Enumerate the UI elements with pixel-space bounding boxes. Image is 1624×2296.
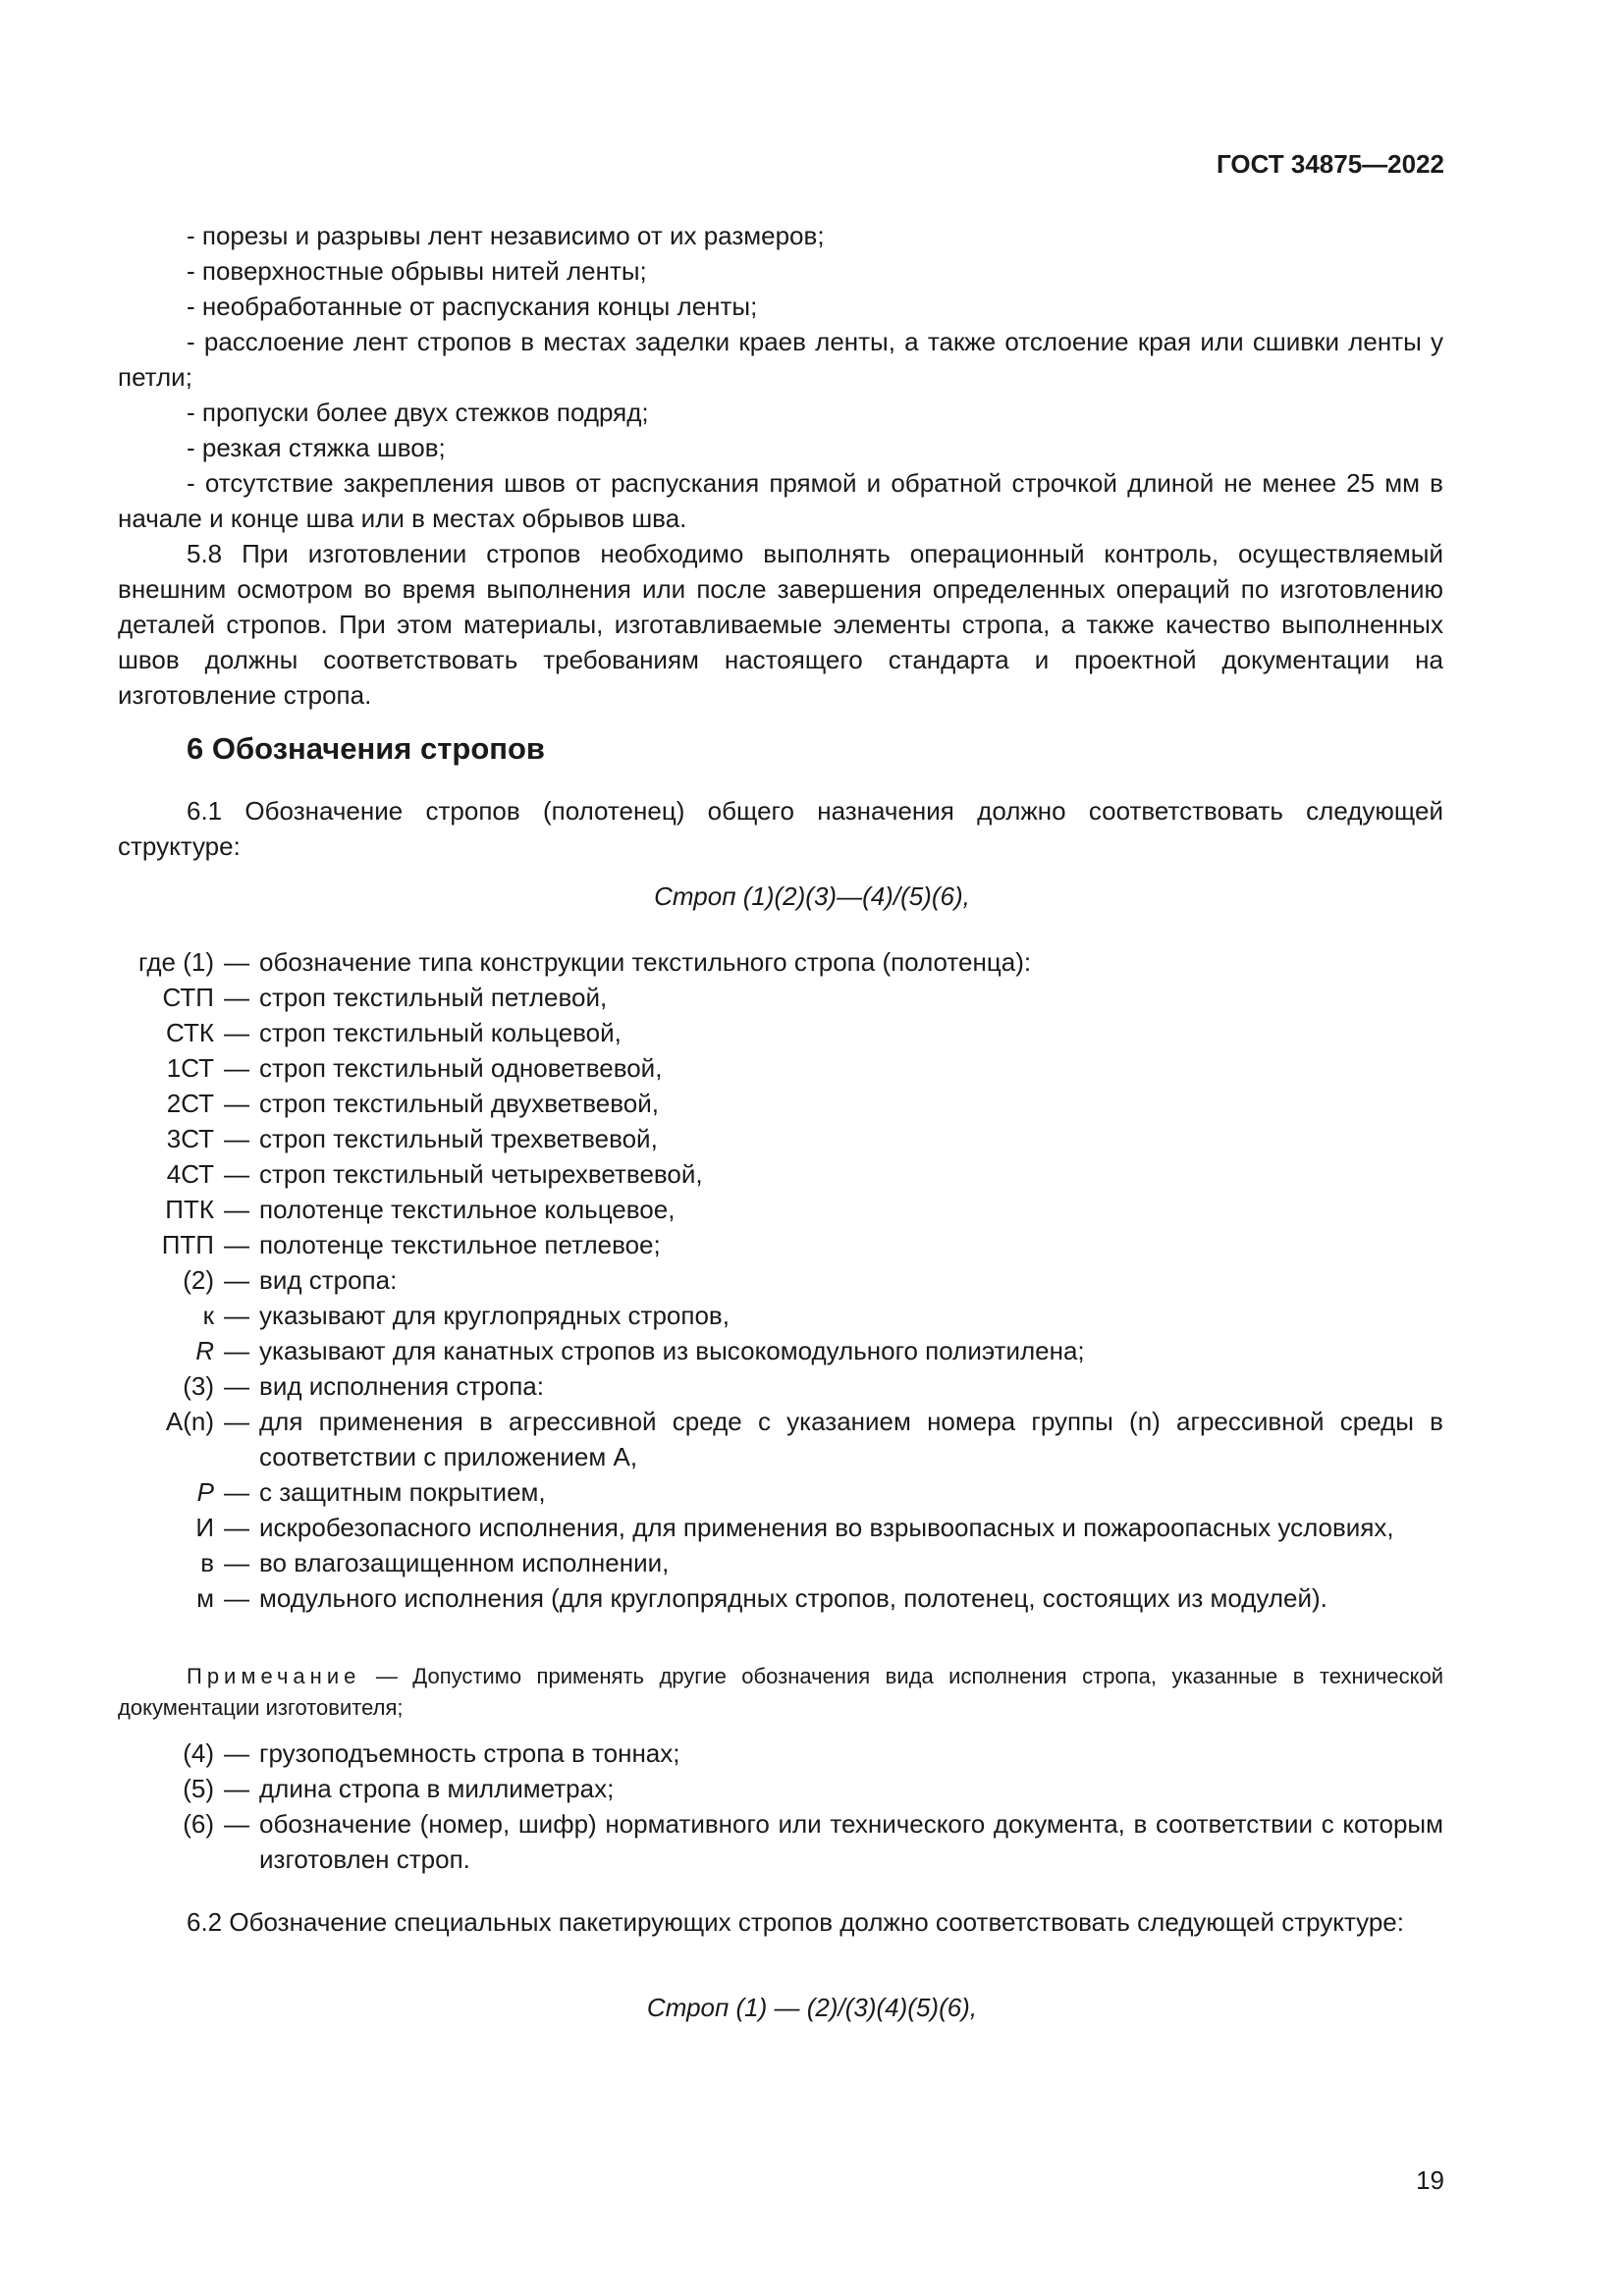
definition-term: ПТП <box>161 1230 214 1259</box>
definition-term: м <box>196 1583 214 1613</box>
definition-desc: модульного исполнения (для круглопрядных стропов, полотенец, состоящих из модулей). <box>259 1583 1327 1613</box>
definition-term: ПТК <box>165 1195 214 1224</box>
definition-term: (5) <box>183 1774 214 1803</box>
definition-row <box>118 1580 1443 1616</box>
definition-desc: полотенце текстильное петлевое; <box>259 1230 661 1259</box>
dash-separator: — <box>224 1265 249 1295</box>
definition-row <box>118 1086 1443 1121</box>
dash-separator: — <box>224 1159 249 1189</box>
definition-desc: длина стропа в миллиметрах; <box>259 1774 615 1803</box>
list-item: - необработанные от распускания концы ленты; <box>187 292 758 321</box>
note-label: Примечание <box>187 1664 361 1688</box>
dash-separator: — <box>224 1053 249 1083</box>
list-item: - резкая стяжка швов; <box>187 433 446 462</box>
definition-row <box>118 1262 1443 1298</box>
definition-term: R <box>195 1336 214 1365</box>
definition-term: А(n) <box>165 1407 214 1436</box>
paragraph-5-8: 5.8 При изготовлении стропов необходимо выполнять операционный контроль, осуществляемый внешним осмотром во время выполнения или после завершения определенных операций по изготовлению деталей стропов. При этом материалы, изготавливаемые элементы стропа, а также качество выполненных швов должны соответствовать требованиям настоящего стандарта и проектной документации на изготовление стропа. <box>118 539 1443 710</box>
definition-row <box>118 1404 1443 1474</box>
dash-separator: — <box>224 1738 249 1768</box>
dash-separator: — <box>224 1301 249 1330</box>
definition-desc: обозначение типа конструкции текстильного стропа (полотенца): <box>259 947 1032 977</box>
definition-desc: строп текстильный петлевой, <box>259 983 608 1012</box>
definition-row <box>118 1545 1443 1580</box>
definition-row <box>118 1474 1443 1510</box>
definition-desc: указывают для канатных стропов из высокомодульного полиэтилена; <box>259 1336 1085 1365</box>
formula-1: Строп (1)(2)(3)—(4)/(5)(6), <box>654 881 970 911</box>
dash-separator: — <box>224 1583 249 1613</box>
definition-desc: строп текстильный кольцевой, <box>259 1018 622 1047</box>
definition-term: (2) <box>183 1265 214 1295</box>
note <box>118 1661 1443 1724</box>
definition-row <box>118 1227 1443 1262</box>
dash-separator: — <box>224 947 249 977</box>
dash-separator: — <box>224 1195 249 1224</box>
standard-code: ГОСТ 34875—2022 <box>1217 149 1444 179</box>
page-number: 19 <box>1416 2165 1444 2195</box>
list-item: - пропуски более двух стежков подряд; <box>187 398 649 427</box>
definition-desc: вид стропа: <box>259 1265 398 1295</box>
definition-row <box>118 1192 1443 1227</box>
definition-row <box>118 1771 1443 1806</box>
definition-desc: указывают для круглопрядных стропов, <box>259 1301 730 1330</box>
definition-term: (6) <box>183 1809 214 1839</box>
dash-separator: — <box>224 1809 249 1839</box>
paragraph-6-1: 6.1 Обозначение стропов (полотенец) общего назначения должно соответствовать следующей структуре: <box>118 796 1443 861</box>
definition-term: (4) <box>183 1738 214 1768</box>
definition-term: 4СТ <box>166 1159 214 1189</box>
list-item: - порезы и разрывы лент независимо от их размеров; <box>187 221 825 250</box>
definition-row <box>118 1735 1443 1771</box>
dash-separator: — <box>224 1407 249 1436</box>
definition-term: в <box>200 1548 214 1577</box>
definition-row <box>118 1510 1443 1545</box>
definition-row <box>118 1015 1443 1050</box>
definition-row <box>118 1368 1443 1404</box>
list-item: - расслоение лент стропов в местах заделки краев ленты, а также отслоение края или сшивки ленты у петли; <box>118 327 1443 392</box>
definition-row <box>118 980 1443 1015</box>
dash-separator: — <box>224 1477 249 1507</box>
definition-term: СТП <box>162 983 214 1012</box>
definition-term: где (1) <box>138 947 214 977</box>
dash-separator: — <box>224 1230 249 1259</box>
definitions-list-2 <box>118 1735 1443 1877</box>
section-title: 6 Обозначения стропов <box>187 731 545 766</box>
definition-term: 1СТ <box>166 1053 214 1083</box>
definition-term: И <box>195 1513 214 1542</box>
note-text: — Допустимо применять другие обозначения вида исполнения стропа, указанные в технической документации изготовителя; <box>118 1664 1443 1720</box>
definition-desc: строп текстильный четырехветвевой, <box>259 1159 703 1189</box>
definition-term: Р <box>196 1477 214 1507</box>
list-item: - отсутствие закрепления швов от распускания прямой и обратной строчкой длиной не менее 25 мм в начале и конце шва или в местах обрывов шва. <box>118 468 1443 533</box>
definition-row <box>118 1050 1443 1086</box>
definition-term: к <box>202 1301 214 1330</box>
definition-row <box>118 1156 1443 1192</box>
dash-separator: — <box>224 1774 249 1803</box>
dash-separator: — <box>224 1124 249 1153</box>
paragraph-6-2: 6.2 Обозначение специальных пакетирующих стропов должно соответствовать следующей структуре: <box>187 1907 1404 1937</box>
definition-row <box>118 1298 1443 1333</box>
definition-desc: с защитным покрытием, <box>259 1477 546 1507</box>
dash-separator: — <box>224 1513 249 1542</box>
definition-desc: для применения в агрессивной среде с указанием номера группы (n) агрессивной среды в соответствии с приложением А, <box>259 1407 1443 1471</box>
definition-desc: вид исполнения стропа: <box>259 1371 544 1401</box>
definition-row <box>118 1121 1443 1156</box>
dash-separator: — <box>224 1336 249 1365</box>
definitions-list <box>118 944 1443 1616</box>
list-item: - поверхностные обрывы нитей ленты; <box>187 256 647 286</box>
definition-desc: грузоподъемность стропа в тоннах; <box>259 1738 680 1768</box>
dash-separator: — <box>224 1548 249 1577</box>
definition-term: СТК <box>166 1018 214 1047</box>
dash-separator: — <box>224 1089 249 1118</box>
definition-desc: строп текстильный трехветвевой, <box>259 1124 658 1153</box>
dash-separator: — <box>224 1018 249 1047</box>
definition-desc: строп текстильный двухветвевой, <box>259 1089 659 1118</box>
dash-separator: — <box>224 983 249 1012</box>
definition-desc: обозначение (номер, шифр) нормативного или технического документа, в соответствии с которым изготовлен строп. <box>259 1809 1443 1874</box>
dash-separator: — <box>224 1371 249 1401</box>
definition-row <box>118 1333 1443 1368</box>
definition-term: 3СТ <box>166 1124 214 1153</box>
definition-row <box>118 1806 1443 1877</box>
definition-desc: строп текстильный одноветвевой, <box>259 1053 663 1083</box>
formula-2: Строп (1) — (2)/(3)(4)(5)(6), <box>646 1993 978 2022</box>
definition-desc: полотенце текстильное кольцевое, <box>259 1195 676 1224</box>
definition-term: (3) <box>183 1371 214 1401</box>
definition-term: 2СТ <box>166 1089 214 1118</box>
definition-row <box>118 944 1443 980</box>
definition-desc: искробезопасного исполнения, для применения во взрывоопасных и пожароопасных условиях, <box>259 1513 1394 1542</box>
defects-list <box>118 218 1443 713</box>
definition-desc: во влагозащищенном исполнении, <box>259 1548 670 1577</box>
